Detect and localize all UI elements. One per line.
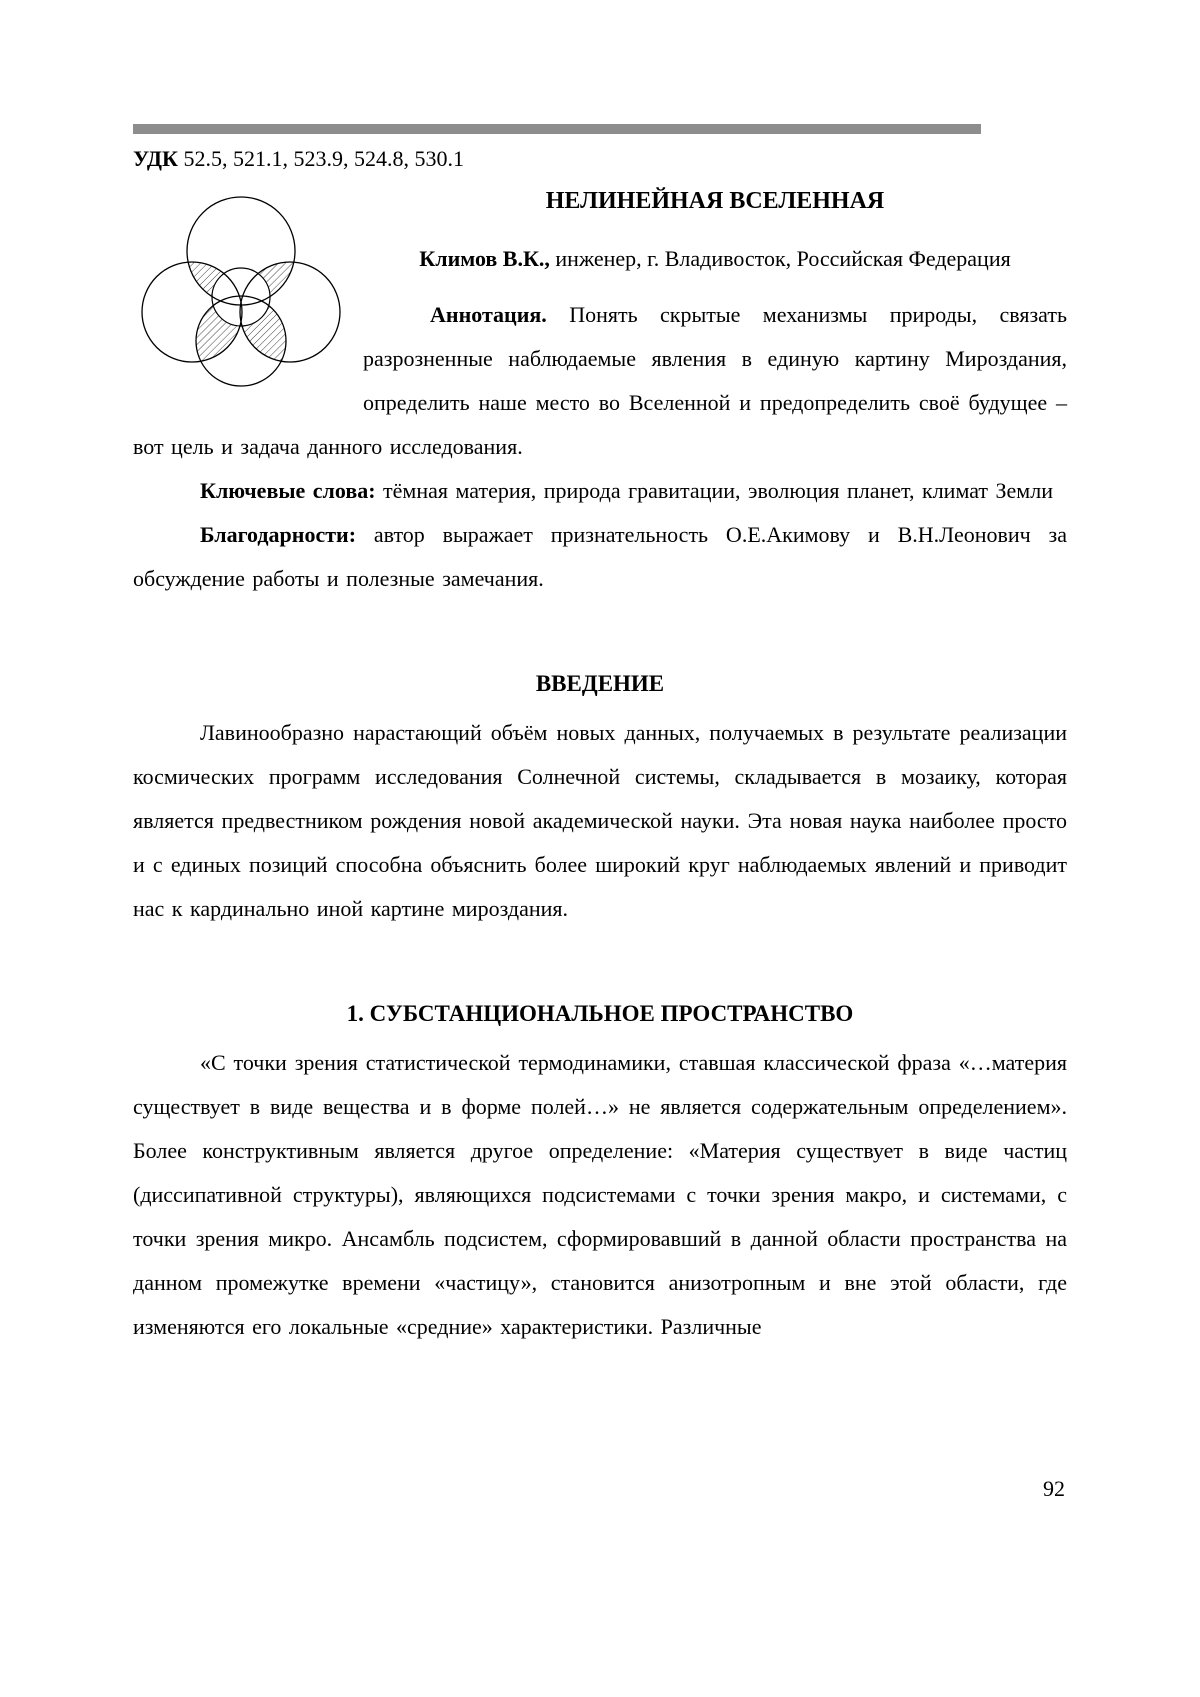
introduction-heading: ВВЕДЕНИЕ	[535, 671, 665, 696]
acknowledgements-label: Благодарности:	[200, 522, 357, 547]
section-1-text: «С точки зрения статистической термодинамики, ставшая классической фраза «…материя существует в виде вещества и в форме полей…» не является содержательным определением». Более конструктивным является другое определение: «Материя существует в виде частиц (диссипативной структуры), являющихся подсистемами с точки зрения макро, и системами, с точки зрения микро. Ансамбль подсистем, сформировавший в данной области пространства на данном промежутке времени «частицу», становится анизотропным и вне этой области, где изменяются его локальные «средние» характеристики. Различные	[133, 1050, 1067, 1339]
author-affiliation: инженер, г. Владивосток, Российская Федерация	[555, 246, 1011, 271]
page-number: 92	[1043, 1476, 1065, 1501]
page-content	[133, 124, 1067, 1349]
paper-title: НЕЛИНЕЙНАЯ ВСЕЛЕННАЯ	[545, 188, 885, 214]
abstract-label: Аннотация.	[430, 302, 547, 327]
abstract-text: Понять скрытые механизмы природы, связать разрозненные наблюдаемые явления в единую картину Мироздания, определить наше место во Вселенной и предопределить своё будущее – вот цель и задача данного исследования.	[133, 302, 1067, 459]
udk-label: УДК	[133, 146, 179, 171]
keywords-paragraph	[133, 469, 1067, 513]
udk-line	[133, 146, 1067, 172]
acknowledgements-paragraph	[133, 513, 1067, 601]
section-1-heading: 1. СУБСТАНЦИОНАЛЬНОЕ ПРОСТРАНСТВО	[346, 1001, 854, 1026]
keywords-text: тёмная материя, природа гравитации, эволюция планет, климат Земли	[383, 478, 1053, 503]
lead-block	[133, 188, 1067, 469]
keywords-label: Ключевые слова:	[200, 478, 376, 503]
top-rule	[133, 124, 981, 134]
acknowledgements-text: автор выражает признательность О.Е.Акимову и В.Н.Леонович за обсуждение работы и полезные замечания.	[133, 522, 1068, 591]
introduction-paragraph	[133, 711, 1067, 931]
udk-numbers: 52.5, 521.1, 523.9, 524.8, 530.1	[183, 146, 465, 171]
section-1-paragraph	[133, 1041, 1067, 1349]
introduction-text: Лавинообразно нарастающий объём новых данных, получаемых в результате реализации космических программ исследования Солнечной системы, складывается в мозаику, которая является предвестником рождения новой академической науки. Эта новая наука наиболее просто и с единых позиций способна объяснить более широкий круг наблюдаемых явлений и приводит нас к кардинально иной картине мироздания.	[133, 720, 1067, 921]
author-name: Климов В.К.,	[419, 246, 550, 271]
four-circles-logo-icon	[133, 194, 349, 392]
